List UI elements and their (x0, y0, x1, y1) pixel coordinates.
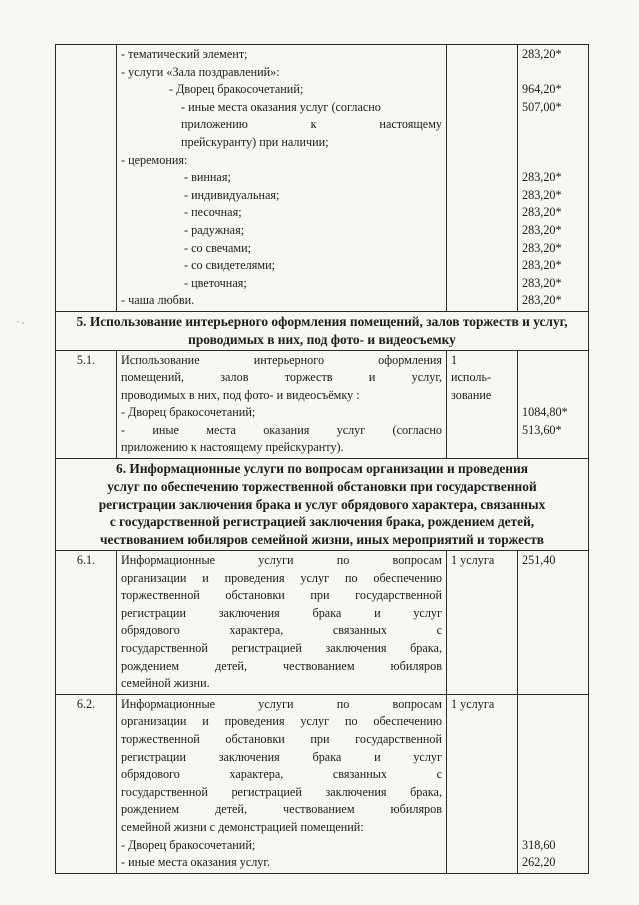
unit-line: зование (451, 387, 492, 402)
list-item: - церемония: (121, 152, 188, 167)
row-number: 6.2. (56, 694, 117, 873)
description-line: семейной жизни. (121, 676, 210, 691)
price-value: 507,00* (522, 99, 562, 114)
price-value: 964,20* (522, 82, 562, 97)
description-line: рождением детей, чествованием юбиляров (121, 658, 442, 673)
heading-line: 6. Информационные услуги по вопросам организации и проведения (116, 461, 528, 477)
price-cell: 251,40 (518, 551, 589, 695)
price-list (522, 696, 584, 872)
description-cell (117, 45, 447, 312)
price-value (522, 134, 584, 152)
description-line: государственной регистрацией заключения брака, (121, 784, 442, 799)
price-value: 283,20* (522, 187, 562, 202)
description-line: обрядового характера, связанных с (121, 767, 442, 782)
description-line: организации и проведения услуг по обеспечению (121, 714, 442, 729)
list-item: - иные места оказания услуг (согласно (181, 99, 381, 114)
price-value (522, 352, 584, 370)
description-line: организации и проведения услуг по обеспечению (121, 570, 442, 585)
description-cell (117, 551, 447, 695)
section-5-row (56, 311, 589, 350)
list-item: - радужная; (184, 222, 245, 237)
price-cell (518, 45, 589, 312)
description-line: торжественной обстановки при государственной (121, 731, 442, 746)
row-number: 6.1. (56, 551, 117, 695)
list-item: - винная; (184, 170, 231, 185)
ceremony-list (121, 46, 442, 310)
heading-line: услуг по обеспечению торжественной обстановки при государственной (107, 478, 537, 494)
price-value: 283,20* (522, 222, 562, 237)
list-item: - со свечами; (184, 240, 252, 255)
price-value (522, 152, 584, 170)
description-line: - Дворец бракосочетаний; (121, 837, 256, 852)
unit-cell (447, 45, 518, 312)
description-line: Информационные услуги по вопросам (121, 696, 442, 711)
price-cell (518, 350, 589, 459)
price-value (522, 696, 584, 714)
price-value (522, 784, 584, 802)
description-line: регистрации заключения брака и услуг (121, 605, 442, 620)
service-description (121, 352, 442, 458)
number-cell (56, 45, 117, 312)
section-5-heading: 5. Использование интерьерного оформления помещений, залов торжеств и услуг, проводимых в них, под фото- и видеосъемку (56, 311, 589, 350)
description-line: - Дворец бракосочетаний; (121, 405, 256, 420)
list-item: - цветочная; (184, 275, 247, 290)
price-value: 513,60* (522, 422, 562, 437)
description-line: - иные места оказания услуг (согласно (121, 422, 442, 437)
table-row-5-1 (56, 350, 589, 459)
section-6-lines (60, 460, 584, 549)
unit-label (451, 352, 513, 405)
heading-line: с государственной регистрацией заключения брака, рождением детей, (109, 514, 535, 530)
unit-line: 1 (451, 352, 458, 367)
unit-cell (447, 350, 518, 459)
price-value (522, 64, 584, 82)
price-value: 283,20* (522, 293, 562, 308)
row-number: 5.1. (56, 350, 117, 459)
price-value: 283,20* (522, 240, 562, 255)
section-6-row (56, 459, 589, 551)
price-table (55, 44, 589, 874)
price-value (522, 387, 584, 405)
price-value (522, 116, 584, 134)
price-value (522, 713, 584, 731)
list-item: - чаша любви. (121, 293, 195, 308)
description-line: проводимых в них, под фото- и видеосъёмку : (121, 387, 360, 402)
list-item: - индивидуальная; (184, 187, 280, 202)
section-6-heading (56, 459, 589, 551)
service-description (121, 552, 442, 693)
price-value (522, 439, 584, 457)
stray-mark: . ¸ (17, 314, 25, 324)
price-value: 283,20* (522, 47, 562, 61)
table-row-6-2 (56, 694, 589, 873)
price-value: 283,20* (522, 275, 562, 290)
price-value: 283,20* (522, 258, 562, 273)
description-cell (117, 350, 447, 459)
unit-cell: 1 услуга (447, 694, 518, 873)
heading-line: регистрации заключения брака и услуг обрядового характера, связанных (98, 496, 546, 512)
description-line: - иные места оказания услуг. (121, 855, 271, 870)
price-value (522, 369, 584, 387)
price-value (522, 766, 584, 784)
description-cell (117, 694, 447, 873)
price-list (522, 46, 584, 310)
description-line: помещений, залов торжеств и услуг, (121, 370, 442, 385)
price-cell (518, 694, 589, 873)
list-item: - песочная; (184, 205, 242, 220)
price-list-page (55, 44, 588, 874)
description-line: Использование интерьерного оформления (121, 352, 442, 367)
heading-line: чествованием юбиляров семейной жизни, иных мероприятий и торжеств (99, 532, 545, 548)
service-description (121, 696, 442, 872)
description-line: рождением детей, чествованием юбиляров (121, 802, 442, 817)
list-item: - со свидетелями; (184, 258, 275, 273)
description-line: обрядового характера, связанных с (121, 623, 442, 638)
description-line: торжественной обстановки при государственной (121, 588, 442, 603)
description-line: регистрации заключения брака и услуг (121, 749, 442, 764)
description-line: семейной жизни с демонстрацией помещений: (121, 819, 364, 834)
description-line: Информационные услуги по вопросам (121, 553, 442, 568)
price-value: 318,60 (522, 837, 556, 852)
table-row-ceremonies (56, 45, 589, 312)
table-row-6-1 (56, 551, 589, 695)
list-item: прейскуранту) при наличии; (181, 134, 329, 149)
price-value (522, 749, 584, 767)
description-line: приложению к настоящему прейскуранту). (121, 440, 344, 455)
price-value: 262,20 (522, 855, 556, 870)
price-value: 283,20* (522, 170, 562, 185)
price-list (522, 352, 584, 458)
unit-cell: 1 услуга (447, 551, 518, 695)
price-value (522, 801, 584, 819)
price-value (522, 819, 584, 837)
unit-line: исполь- (451, 370, 492, 385)
description-line: государственной регистрацией заключения брака, (121, 641, 442, 656)
price-value: 283,20* (522, 205, 562, 220)
list-item: - услуги «Зала поздравлений»: (121, 64, 280, 79)
list-item: приложению к настоящему (181, 117, 442, 132)
price-value: 1084,80* (522, 405, 568, 420)
list-item: - тематический элемент; (121, 47, 248, 61)
price-value (522, 731, 584, 749)
list-item: - Дворец бракосочетаний; (169, 82, 304, 97)
